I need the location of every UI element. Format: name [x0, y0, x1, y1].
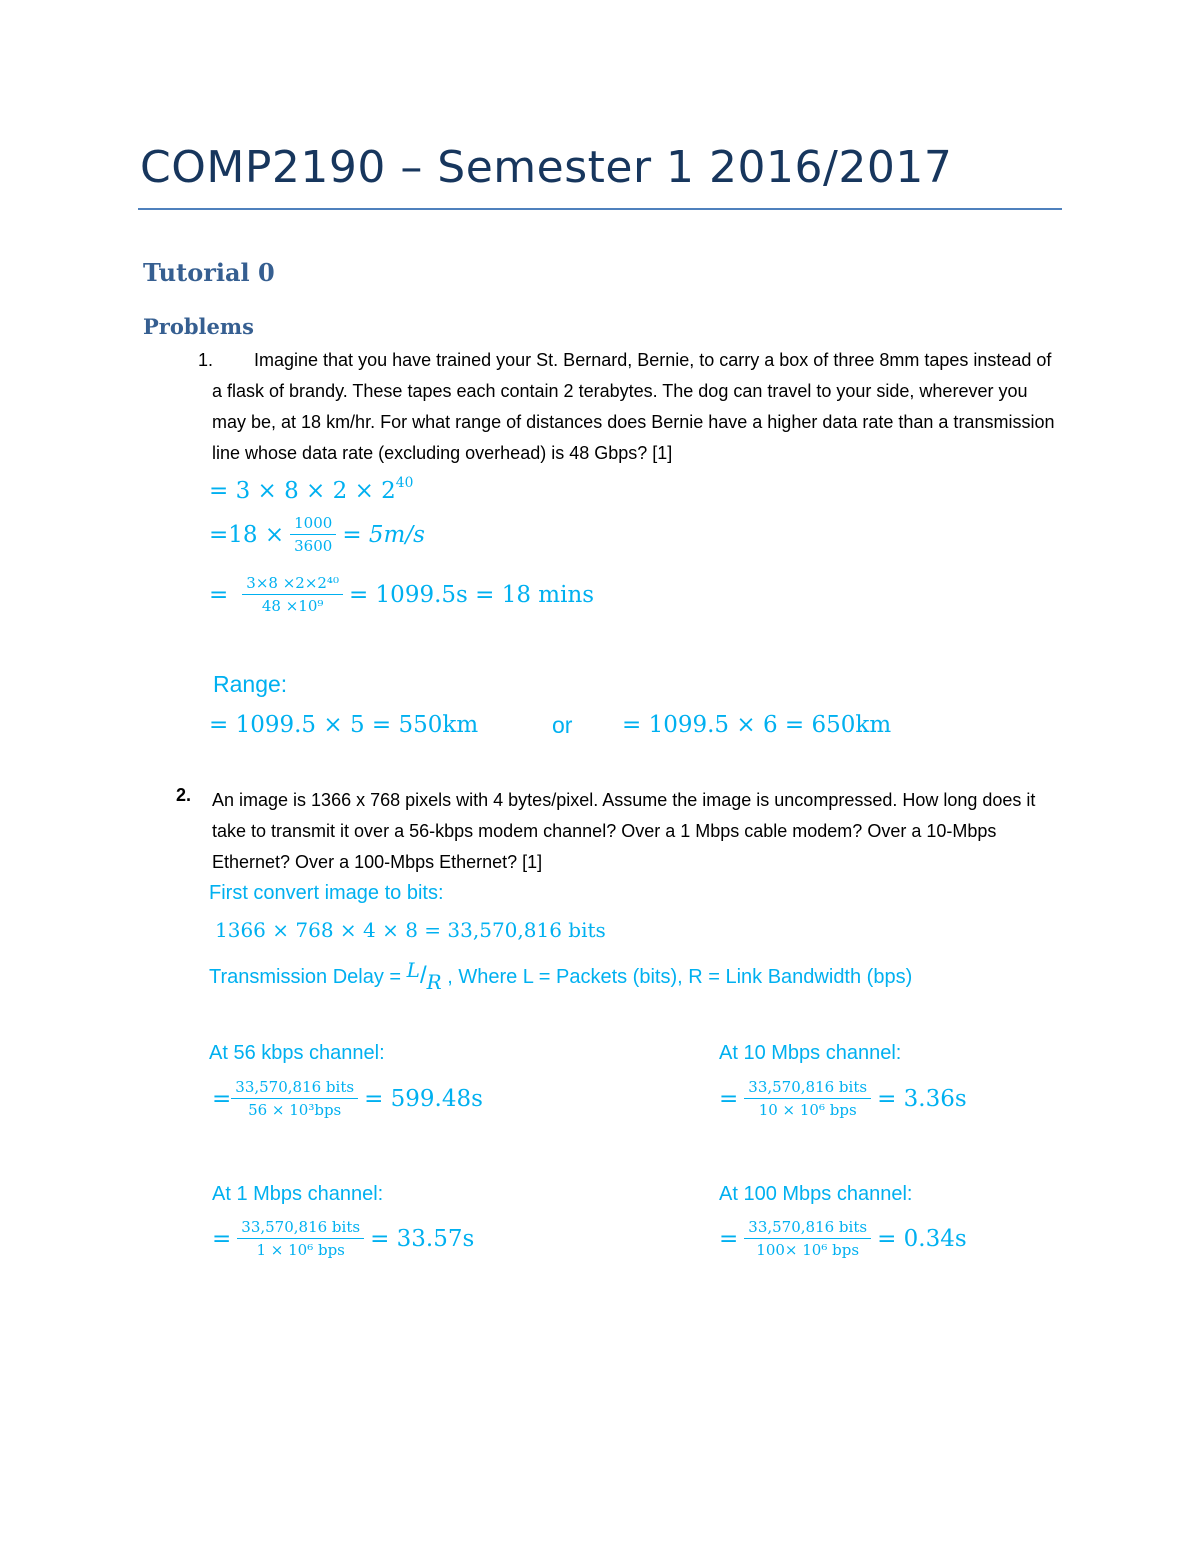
case-10mbps-result: = 3.36s	[877, 1085, 967, 1112]
delay-r: R	[426, 970, 442, 994]
page-title: COMP2190 – Semester 1 2016/2017	[140, 142, 953, 193]
case-100mbps-label: At 100 Mbps channel:	[719, 1183, 913, 1205]
case-56kbps-fraction	[231, 1078, 358, 1119]
q1-line3-prefix: =	[209, 581, 229, 608]
delay-l: L	[406, 958, 420, 982]
q1-line2-numerator: 1000	[290, 514, 336, 535]
range-or: or	[552, 712, 573, 738]
question-2-text: An image is 1366 x 768 pixels with 4 bytes/pixel. Assume the image is uncompressed. How long does it take to transmit it over a 56-kbps modem channel? Over a 1 Mbps cable modem? Over a 10-Mbps Ethernet? Over a 100-Mbps Ethernet? [1]	[212, 790, 1036, 872]
case-100mbps-fraction	[744, 1218, 871, 1259]
case-100mbps-denominator: 100× 10⁶ bps	[756, 1241, 860, 1259]
q1-line3-result: = 1099.5s = 18 mins	[348, 581, 595, 608]
case-56kbps-denominator: 56 × 10³bps	[248, 1101, 342, 1119]
title-underline	[138, 208, 1062, 210]
q1-line3-fraction	[242, 574, 343, 615]
case-56kbps-numerator: 33,570,816 bits	[231, 1078, 358, 1099]
convert-equation: 1366 × 768 × 4 × 8 = 33,570,816 bits	[215, 918, 606, 942]
case-10mbps-equation: = $\frac{\text{33,570,816 bits}}{\text{10 × 10⁶ bps}}$ = 3.36s	[719, 1078, 967, 1119]
case-10mbps-fraction	[744, 1078, 871, 1119]
q1-line2-fraction	[290, 514, 336, 555]
case-10mbps-numerator: 33,570,816 bits	[744, 1078, 871, 1099]
q1-line1-expr: = 3 × 8 × 2 × 2	[209, 478, 396, 504]
delay-prefix: Transmission Delay =	[209, 966, 407, 988]
case-1mbps-label: At 1 Mbps channel:	[212, 1183, 384, 1205]
q1-line3-denominator: 48 ×10⁹	[261, 597, 324, 615]
q1-answer-line-2	[209, 514, 425, 555]
delay-suffix: , Where L = Packets (bits), R = Link Bandwidth (bps)	[441, 966, 913, 988]
case-56kbps-result: = 599.48s	[364, 1085, 483, 1112]
case-56kbps-equation: = $\frac{\text{33,570,816 bits}}{\text{56 × 10³bps}}$ = 599.48s	[212, 1078, 483, 1119]
case-100mbps-numerator: 33,570,816 bits	[744, 1218, 871, 1239]
case-1mbps-denominator: 1 × 10⁶ bps	[256, 1241, 345, 1259]
case-1mbps-fraction	[237, 1218, 364, 1259]
question-1-text: Imagine that you have trained your St. Bernard, Bernie, to carry a box of three 8mm tapes instead of a flask of brandy. These tapes each contain 2 terabytes. The dog can travel to your side, wherever you may be, at 18 km/hr. For what range of distances does Bernie have a higher data rate than a transmission line whose data rate (excluding overhead) is 48 Gbps? [1]	[212, 350, 1055, 463]
q1-line2-denominator: 3600	[294, 537, 333, 555]
case-1mbps-numerator: 33,570,816 bits	[237, 1218, 364, 1239]
transmission-delay: Transmission Delay = L/R , Where L = Packets (bits), R = Link Bandwidth (bps)	[209, 958, 913, 994]
range-label: Range:	[213, 671, 288, 697]
case-56kbps-label: At 56 kbps channel:	[209, 1042, 385, 1064]
case-1mbps-result: = 33.57s	[370, 1225, 475, 1252]
question-2-number: 2.	[176, 785, 192, 805]
q1-answer-line-3	[209, 574, 594, 615]
case-10mbps-denominator: 10 × 10⁶ bps	[758, 1101, 857, 1119]
q1-line3-numerator: 3×8 ×2×2⁴⁰	[242, 574, 343, 595]
range-option-a: = 1099.5 × 5 = 550km	[209, 712, 479, 738]
range-option-b: = 1099.5 × 6 = 650km	[622, 712, 892, 738]
question-1-number: 1.	[198, 350, 214, 370]
q1-line2-result: = 5m/s	[342, 521, 425, 548]
case-1mbps-equation: = $\frac{\text{33,570,816 bits}}{\text{1 × 10⁶ bps}}$ = 33.57s	[212, 1218, 475, 1259]
convert-label: First convert image to bits:	[209, 882, 444, 904]
q1-line1-exponent: 40	[395, 474, 414, 491]
tutorial-heading: Tutorial 0	[143, 258, 275, 287]
q1-line2-prefix: =18 ×	[209, 521, 285, 548]
question-1	[198, 345, 1062, 469]
problems-heading: Problems	[143, 314, 254, 339]
case-10mbps-label: At 10 Mbps channel:	[719, 1042, 902, 1064]
q1-answer-line-1	[209, 474, 414, 504]
case-100mbps-equation: = $\frac{\text{33,570,816 bits}}{\text{100× 10⁶ bps}}$ = 0.34s	[719, 1218, 967, 1259]
case-100mbps-result: = 0.34s	[877, 1225, 967, 1252]
